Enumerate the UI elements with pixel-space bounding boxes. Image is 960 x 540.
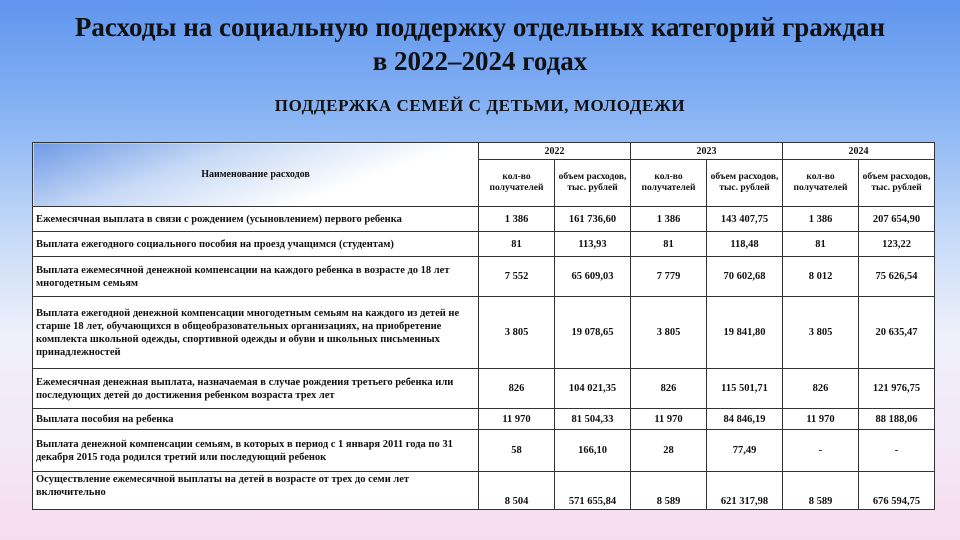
year-header-2022: 2022 bbox=[479, 143, 631, 160]
cell-value: 20 635,47 bbox=[859, 297, 935, 369]
cell-value: 77,49 bbox=[707, 430, 783, 472]
cell-value: 1 386 bbox=[479, 207, 555, 232]
row-name: Выплата пособия на ребенка bbox=[33, 409, 479, 430]
cell-value: 28 bbox=[631, 430, 707, 472]
cell-value: 104 021,35 bbox=[555, 369, 631, 409]
cell-value: 143 407,75 bbox=[707, 207, 783, 232]
cell-value: 1 386 bbox=[631, 207, 707, 232]
cell-value: 11 970 bbox=[631, 409, 707, 430]
cell-value: 19 841,80 bbox=[707, 297, 783, 369]
cell-value: 81 bbox=[631, 232, 707, 257]
cell-value: 621 317,98 bbox=[707, 472, 783, 510]
cell-value: 1 386 bbox=[783, 207, 859, 232]
row-name: Выплата ежегодной денежной компенсации многодетным семьям на каждого из детей не старше 18 лет, обучающихся в общеобразовательных организациях, на приобретение комплекта школьной одежды, спортивной одежды и обуви и школьных письменных принадлежностей bbox=[33, 297, 479, 369]
cell-value: 826 bbox=[783, 369, 859, 409]
page-title-years: в 2022–2024 годах bbox=[372, 46, 588, 76]
cell-value: 11 970 bbox=[479, 409, 555, 430]
cell-value: 115 501,71 bbox=[707, 369, 783, 409]
table-row bbox=[33, 369, 935, 409]
row-name: Осуществление ежемесячной выплаты на детей в возрасте от трех до семи лет включительно bbox=[33, 472, 479, 510]
table-row bbox=[33, 232, 935, 257]
year-header-2023: 2023 bbox=[631, 143, 783, 160]
cell-value: 75 626,54 bbox=[859, 257, 935, 297]
cell-value: 123,22 bbox=[859, 232, 935, 257]
cell-value: 207 654,90 bbox=[859, 207, 935, 232]
cell-value: 8 589 bbox=[631, 472, 707, 510]
cell-value: 118,48 bbox=[707, 232, 783, 257]
cell-value: 121 976,75 bbox=[859, 369, 935, 409]
volume-header: объем расходов, тыс. рублей bbox=[707, 160, 783, 207]
expenses-table bbox=[32, 142, 935, 510]
cell-value: 84 846,19 bbox=[707, 409, 783, 430]
cell-value: 65 609,03 bbox=[555, 257, 631, 297]
year-header-2024: 2024 bbox=[783, 143, 935, 160]
volume-header: объем расходов, тыс. рублей bbox=[555, 160, 631, 207]
cell-value: - bbox=[859, 430, 935, 472]
cell-value: 8 589 bbox=[783, 472, 859, 510]
cell-value: 70 602,68 bbox=[707, 257, 783, 297]
cell-value: 81 bbox=[479, 232, 555, 257]
table-row bbox=[33, 257, 935, 297]
cell-value: 3 805 bbox=[479, 297, 555, 369]
count-header: кол-во получателей bbox=[783, 160, 859, 207]
row-name: Выплата денежной компенсации семьям, в которых в период с 1 января 2011 года по 31 декабря 2015 года родился третий или последующий ребенок bbox=[33, 430, 479, 472]
cell-value: 19 078,65 bbox=[555, 297, 631, 369]
cell-value: 8 504 bbox=[479, 472, 555, 510]
volume-header: объем расходов, тыс. рублей bbox=[859, 160, 935, 207]
row-name: Выплата ежемесячной денежной компенсации на каждого ребенка в возрасте до 18 лет многодетным семьям bbox=[33, 257, 479, 297]
count-header: кол-во получателей bbox=[479, 160, 555, 207]
cell-value: 7 552 bbox=[479, 257, 555, 297]
cell-value: 81 bbox=[783, 232, 859, 257]
cell-value: 161 736,60 bbox=[555, 207, 631, 232]
page-title: Расходы на социальную поддержку отдельных категорий граждан bbox=[74, 12, 886, 42]
cell-value: 166,10 bbox=[555, 430, 631, 472]
table-row bbox=[33, 472, 935, 510]
cell-value: 113,93 bbox=[555, 232, 631, 257]
cell-value: - bbox=[783, 430, 859, 472]
cell-value: 571 655,84 bbox=[555, 472, 631, 510]
cell-value: 676 594,75 bbox=[859, 472, 935, 510]
cell-value: 11 970 bbox=[783, 409, 859, 430]
table-row bbox=[33, 409, 935, 430]
row-name: Ежемесячная выплата в связи с рождением (усыновлением) первого ребенка bbox=[33, 207, 479, 232]
cell-value: 826 bbox=[631, 369, 707, 409]
table-row bbox=[33, 430, 935, 472]
table-row bbox=[33, 207, 935, 232]
name-column-header: Наименование расходов bbox=[33, 143, 479, 207]
cell-value: 88 188,06 bbox=[859, 409, 935, 430]
cell-value: 81 504,33 bbox=[555, 409, 631, 430]
table-row bbox=[33, 297, 935, 369]
row-name: Выплата ежегодного социального пособия на проезд учащимся (студентам) bbox=[33, 232, 479, 257]
cell-value: 826 bbox=[479, 369, 555, 409]
cell-value: 7 779 bbox=[631, 257, 707, 297]
cell-value: 58 bbox=[479, 430, 555, 472]
row-name: Ежемесячная денежная выплата, назначаемая в случае рождения третьего ребенка или последующих детей до достижения ребенком возраста трех лет bbox=[33, 369, 479, 409]
section-subtitle: ПОДДЕРЖКА СЕМЕЙ С ДЕТЬМИ, МОЛОДЕЖИ bbox=[274, 96, 686, 115]
count-header: кол-во получателей bbox=[631, 160, 707, 207]
cell-value: 3 805 bbox=[783, 297, 859, 369]
cell-value: 3 805 bbox=[631, 297, 707, 369]
cell-value: 8 012 bbox=[783, 257, 859, 297]
